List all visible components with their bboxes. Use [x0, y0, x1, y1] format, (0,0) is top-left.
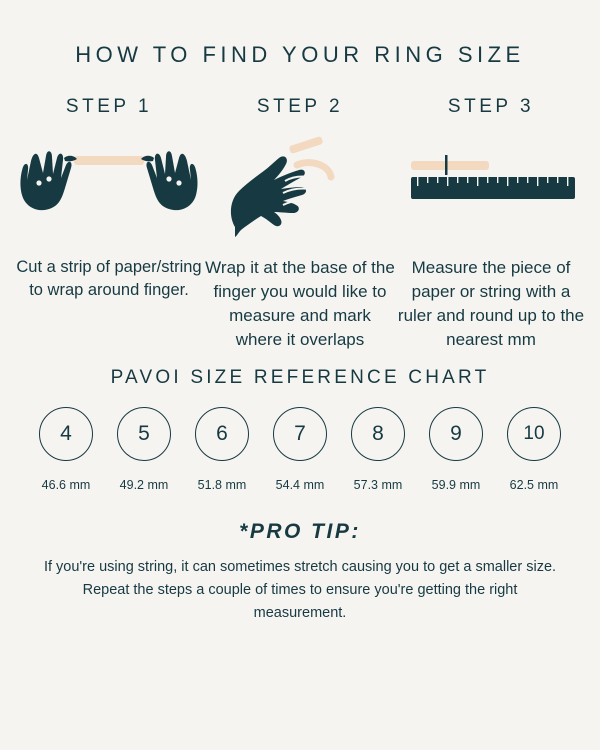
- size-mm-6: 51.8 mm: [197, 477, 247, 492]
- size-circle-7: 7: [273, 407, 327, 461]
- size-circle-6: 6: [195, 407, 249, 461]
- size-chart-title: PAVOI SIZE REFERENCE CHART: [110, 366, 490, 388]
- steps-row: [0, 68, 600, 353]
- size-item-9: [421, 407, 491, 492]
- size-circle-4: 4: [39, 407, 93, 461]
- size-item-5: [109, 407, 179, 492]
- size-mm-9: 59.9 mm: [431, 477, 481, 492]
- size-mm-5: 49.2 mm: [119, 477, 169, 492]
- size-mm-10: 62.5 mm: [509, 477, 559, 492]
- size-circle-5: 5: [117, 407, 171, 461]
- size-item-10: [499, 407, 569, 492]
- step-2: [205, 96, 395, 353]
- step-2-title: STEP 2: [256, 96, 344, 117]
- size-item-7: [265, 407, 335, 492]
- two-hands-holding-paper-strip-icon: [19, 132, 199, 242]
- size-mm-7: 54.4 mm: [275, 477, 325, 492]
- size-mm-8: 57.3 mm: [353, 477, 403, 492]
- step-3-title: STEP 3: [447, 96, 535, 117]
- hand-wrapping-strip-around-finger-icon: [225, 132, 375, 242]
- step-1: [14, 96, 204, 353]
- step-3-text: Measure the piece of paper or string with a ruler and round up to the nearest mm: [397, 258, 585, 350]
- pro-tip-title: *PRO TIP:: [239, 519, 361, 543]
- size-circle-10: 10: [507, 407, 561, 461]
- step-2-text: Wrap it at the base of the finger you would like to measure and mark where it overlaps: [205, 258, 395, 350]
- size-item-4: [31, 407, 101, 492]
- step-1-title: STEP 1: [65, 96, 153, 117]
- page-title: HOW TO FIND YOUR RING SIZE: [75, 42, 525, 67]
- size-mm-4: 46.6 mm: [41, 477, 91, 492]
- size-chart: [0, 407, 600, 492]
- size-item-6: [187, 407, 257, 492]
- step-1-text: Cut a strip of paper/string to wrap around finger.: [16, 258, 202, 300]
- size-circle-9: 9: [429, 407, 483, 461]
- size-item-8: [343, 407, 413, 492]
- ruler-measuring-strip-icon: [401, 132, 581, 242]
- pro-tip-body: If you're using string, it can sometimes stretch causing you to get a smaller size. Repeat the steps a couple of times to ensure you're getting the right measurement.: [43, 558, 557, 622]
- size-circle-8: 8: [351, 407, 405, 461]
- step-3: [396, 96, 586, 353]
